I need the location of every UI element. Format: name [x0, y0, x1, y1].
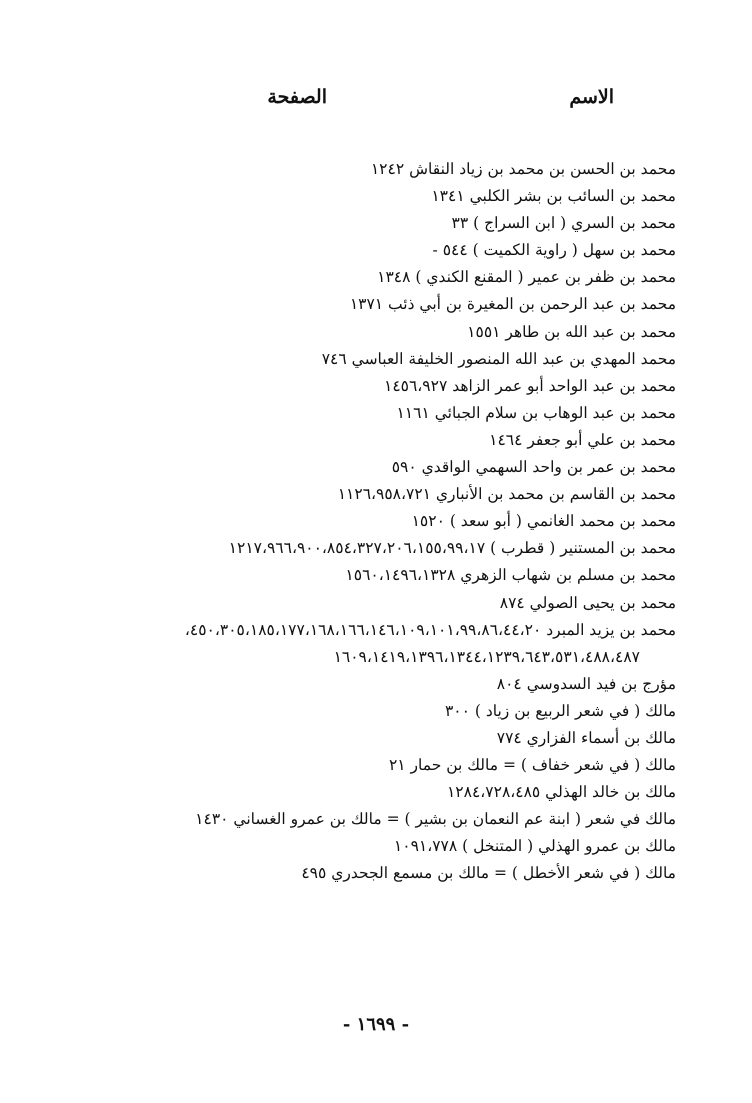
index-entry: مؤرج بن فيد السدوسي ٨٠٤: [496, 674, 676, 693]
index-entry: محمد بن الحسن بن محمد بن زياد النقاش ١٢٤٢: [370, 160, 676, 178]
index-entry: محمد بن مسلم بن شهاب الزهري ١٥٦٠،١٤٩٦،١٣٢٨: [345, 566, 676, 585]
index-entry: مالك ( في شعر الربيع بن زياد ) ٣٠٠: [444, 701, 676, 720]
name-column-heading: الاسم: [569, 86, 614, 108]
index-entry: محمد بن المستنير ( قطرب ) ١٢١٧،٩٦٦،٩٠٠،٨٥٤،٣٢٧،٢٠٦،١٥٥،٩٩،١٧: [228, 539, 676, 558]
index-entry: مالك ( في شعر خفاف ) = مالك بن حمار ٢١: [388, 756, 676, 775]
index-entry: محمد بن محمد الغانمي ( أبو سعد ) ١٥٢٠: [411, 512, 676, 531]
index-entry: محمد بن عمر بن واحد السهمي الواقدي ٥٩٠: [391, 458, 676, 477]
index-entry: محمد بن يزيد المبرد ٤٥٠،٣٠٥،١٨٥،١٧٧،١٦٨،١٦٦،١٤٦،١٠٩،١٠١،٩٩،٨٦،٤٤،٢٠،: [184, 620, 676, 639]
index-entry: مالك بن أسماء الفزاري ٧٧٤: [496, 728, 676, 747]
index-entry-list: [36, 156, 676, 888]
index-entry: مالك ( في شعر الأخطل ) = مالك بن مسمع الجحدري ٤٩٥: [301, 864, 676, 883]
page-column-heading: الصفحة: [267, 86, 327, 108]
column-header: [0, 86, 752, 116]
index-entry: محمد بن علي أبو جعفر ١٤٦٤: [489, 430, 676, 449]
index-entry: مالك بن عمرو الهذلي ( المتنخل ) ١٠٩١،٧٧٨: [393, 837, 676, 856]
index-entry-continuation: ١٦٠٩،١٤١٩،١٣٩٦،١٣٤٤،١٢٣٩،٦٤٣،٥٣١،٤٨٨،٤٨٧: [333, 647, 640, 666]
index-entry: محمد بن عبد الوهاب بن سلام الجبائي ١١٦١: [396, 403, 676, 422]
index-entry: محمد بن عبد الله بن طاهر ١٥٥١: [467, 322, 676, 341]
index-entry: محمد المهدي بن عبد الله المنصور الخليفة العباسي ٧٤٦: [321, 349, 676, 368]
index-entry: محمد بن السائب بن بشر الكلبي ١٣٤١: [431, 187, 676, 206]
index-entry: محمد بن القاسم بن محمد بن الأنباري ١١٢٦،٩٥٨،٧٢١: [337, 485, 676, 504]
index-entry: محمد بن عبد الواحد أبو عمر الزاهد ١٤٥٦،٩٢٧: [384, 376, 676, 395]
index-entry: مالك بن خالد الهذلي ١٢٨٤،٧٢٨،٤٨٥: [446, 783, 676, 802]
index-entry: محمد بن ظفر بن عمير ( المقنع الكندي ) ١٣٤٨: [377, 268, 676, 287]
index-entry: محمد بن السري ( ابن السراج ) ٣٣: [451, 214, 676, 233]
index-entry: مالك في شعر ( ابنة عم النعمان بن بشير ) = مالك بن عمرو الغساني ١٤٣٠: [195, 810, 676, 829]
index-entry: محمد بن عبد الرحمن بن المغيرة بن أبي ذئب ١٣٧١: [349, 295, 676, 314]
page-number: - ١٦٩٩ -: [342, 1014, 410, 1035]
index-entry: محمد بن سهل ( راوية الكميت ) ٥٤٤ -: [432, 241, 676, 260]
index-entry: محمد بن يحيى الصولي ٨٧٤: [499, 593, 676, 612]
